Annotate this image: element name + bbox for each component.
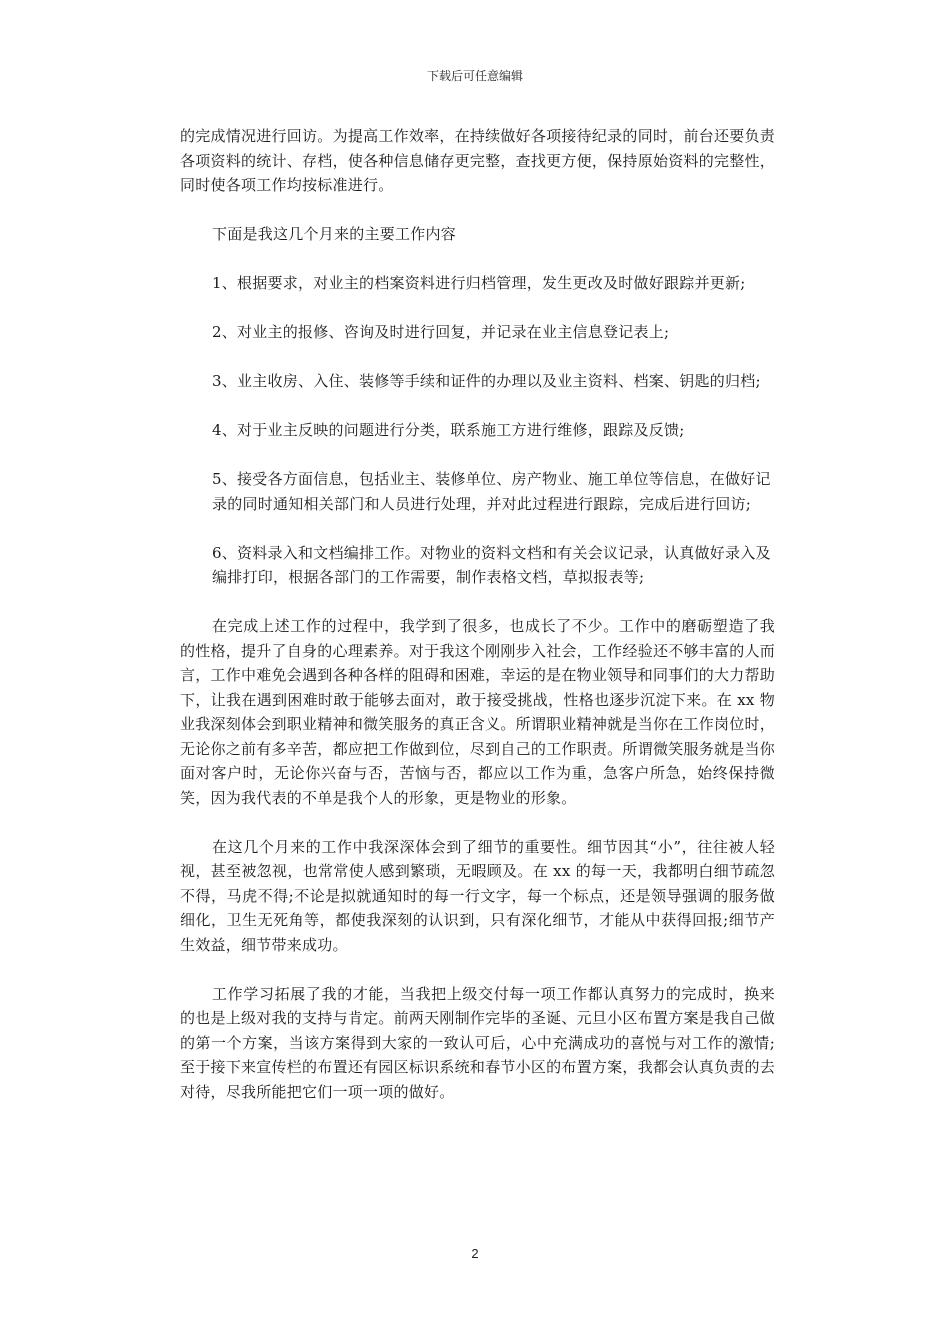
page-number: 2 xyxy=(471,1246,479,1261)
list-item-6: 6、资料录入和文档编排工作。对物业的资料文档和有关会议记录，认真做好录入及编排打印，根据各部门的工作需要，制作表格文档，草拟报表等; xyxy=(212,543,771,586)
paragraph-growth: 在完成上述工作的过程中，我学到了很多，也成长了不少。工作中的磨砺塑造了我的性格，提升了自身的心理素养。对于我这个刚刚步入社会，工作经验还不够丰富的人而言，工作中难免会遇到各种各样的阻碍和困难，幸运的是在物业领导和同事们的大力帮助下，让我在遇到困难时敢于能够去面对，敢于接受挑战，性格也逐步沉淀下来。在 xx 物业我深刻体会到职业精神和微笑服务的真正含义。所谓职业精神就是当你在工作岗位时，无论你之前有多辛苦，都应把工作做到位，尽到自己的工作职责。所谓微笑服务就是当你面对客户时，无论你兴奋与否，苦恼与否，都应以工作为重，急客户所急，始终保持微笑，因为我代表的不单是我个人的形象，更是物业的形象。 xyxy=(180,617,775,807)
document-body xyxy=(180,124,775,1129)
list-item-5: 5、接受各方面信息，包括业主、装修单位、房产物业、施工单位等信息，在做好记录的同时通知相关部门和人员进行处理，并对此过程进行跟踪，完成后进行回访; xyxy=(212,470,771,513)
paragraph-continuation: 的完成情况进行回访。为提高工作效率，在持续做好各项接待纪录的同时，前台还要负责各项资料的统计、存档，使各种信息储存更完整，查找更方便，保持原始资料的完整性，同时使各项工作均按标准进行。 xyxy=(180,127,775,194)
paragraph-list-intro: 下面是我这几个月来的主要工作内容 xyxy=(212,225,457,243)
list-item-1: 1、根据要求，对业主的档案资料进行归档管理，发生更改及时做好跟踪并更新; xyxy=(212,274,746,292)
list-item-3: 3、业主收房、入住、装修等手续和证件的办理以及业主资料、档案、钥匙的归档; xyxy=(212,372,761,390)
paragraph-details: 在这几个月来的工作中我深深体会到了细节的重要性。细节因其“小”，往往被人轻视，甚至被忽视，也常常使人感到繁琐，无暇顾及。在 xx 的每一天，我都明白细节疏忽不得，马虎不得;不论是拟就通知时的每一行文字，每一个标点，还是领导强调的服务做细化，卫生无死角等，都使我深刻的认识到，只有深化细节，才能从中获得回报;细节产生效益，细节带来成功。 xyxy=(180,837,775,954)
list-item-2: 2、对业主的报修、咨询及时进行回复，并记录在业主信息登记表上; xyxy=(212,323,670,341)
paragraph-skills: 工作学习拓展了我的才能，当我把上级交付每一项工作都认真努力的完成时，换来的也是上级对我的支持与肯定。前两天刚制作完毕的圣诞、元旦小区布置方案是我自己做的第一个方案，当该方案得到大家的一致认可后，心中充满成功的喜悦与对工作的激情;至于接下来宣传栏的布置还有园区标识系统和春节小区的布置方案，我都会认真负责的去对待，尽我所能把它们一项一项的做好。 xyxy=(180,984,775,1101)
page-header: 下载后可任意编辑 xyxy=(426,69,523,83)
list-item-4: 4、对于业主反映的问题进行分类，联系施工方进行维修，跟踪及反馈; xyxy=(212,421,685,439)
